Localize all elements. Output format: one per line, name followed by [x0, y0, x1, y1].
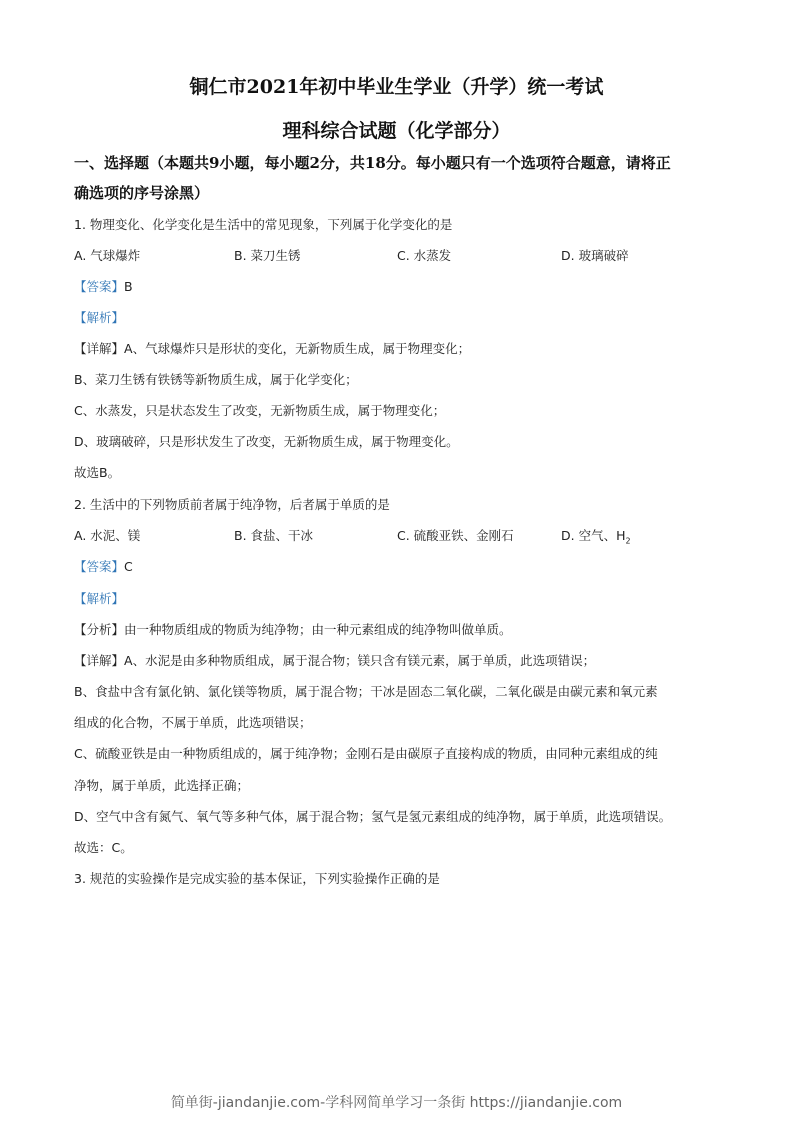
page-footer-watermark: 简单街-jiandanjie.com-学科网简单学习一条街 https://jiandanjie.com: [170, 1095, 623, 1111]
q1-option-b: B. 菜刀生锈: [234, 248, 301, 263]
answer-value: B: [124, 279, 133, 294]
answer-label: 【答案】: [74, 279, 125, 294]
fenxi-label: 【分析】: [74, 622, 125, 637]
q2-option-b: B. 食盐、干冰: [234, 528, 314, 543]
q2-detail-a: [74, 651, 595, 669]
detail-text: A、气球爆炸只是形状的变化，无新物质生成，属于物理变化；: [124, 341, 471, 356]
q3-stem: 3. 规范的实验操作是完成实验的基本保证，下列实验操作正确的是: [74, 871, 440, 886]
fenxi-text: 由一种物质组成的物质为纯净物；由一种元素组成的纯净物叫做单质。: [124, 622, 512, 637]
q2-detail-b: B、食盐中含有氯化钠、氯化镁等物质，属于混合物；干冰是固态二氧化碳，二氧化碳是由碳元素和氧元素: [74, 684, 658, 699]
q2-detail-c: C、硫酸亚铁是由一种物质组成的，属于纯净物；金刚石是由碳原子直接构成的物质，由同种元素组成的纯: [74, 746, 658, 761]
q1-analysis-label: 【解析】: [74, 310, 125, 325]
detail-text: A、水泥是由多种物质组成，属于混合物；镁只含有镁元素，属于单质，此选项错误；: [124, 653, 596, 668]
section-heading-cont: 确选项的序号涂黑）: [74, 184, 210, 202]
doc-title: 铜仁市2021年初中毕业生学业（升学）统一考试: [189, 76, 604, 98]
q2-conclusion: 故选：C。: [74, 840, 133, 855]
answer-label: 【答案】: [74, 559, 125, 574]
q1-answer: [74, 277, 133, 295]
q2-detail-c-cont: 净物，属于单质，此选择正确；: [74, 778, 250, 793]
q1-detail-b: B、菜刀生锈有铁锈等新物质生成，属于化学变化；: [74, 372, 358, 387]
q2-option-c: C. 硫酸亚铁、金刚石: [397, 528, 514, 543]
q1-option-d: D. 玻璃破碎: [561, 248, 629, 263]
q2-option-a: A. 水泥、镁: [74, 528, 141, 543]
answer-value: C: [124, 559, 133, 574]
q1-option-c: C. 水蒸发: [397, 248, 452, 263]
section-heading: 一、选择题（本题共9小题，每小题2分，共18分。每小题只有一个选项符合题意，请将正: [74, 154, 671, 172]
q1-option-a: A. 气球爆炸: [74, 248, 141, 263]
q1-detail-a: [74, 339, 470, 357]
doc-subtitle: 理科综合试题（化学部分）: [282, 120, 511, 142]
subscript: 2: [625, 536, 631, 546]
q2-analysis-label: 【解析】: [74, 591, 125, 606]
q2-stem: 2. 生活中的下列物质前者属于纯净物，后者属于单质的是: [74, 497, 390, 512]
option-d-text: D. 空气、H: [561, 528, 626, 543]
q2-option-d: [561, 526, 631, 546]
q2-fenxi: [74, 620, 512, 638]
q1-detail-c: C、水蒸发，只是状态发生了改变，无新物质生成，属于物理变化；: [74, 403, 446, 418]
q2-detail-d: D、空气中含有氮气、氧气等多种气体，属于混合物；氢气是氢元素组成的纯净物，属于单质，此选项错误。: [74, 809, 672, 824]
q1-conclusion: 故选B。: [74, 465, 121, 480]
q1-stem: 1. 物理变化、化学变化是生活中的常见现象，下列属于化学变化的是: [74, 217, 453, 232]
q1-detail-d: D、玻璃破碎，只是形状发生了改变，无新物质生成，属于物理变化。: [74, 434, 459, 449]
q2-answer: [74, 557, 133, 575]
q2-detail-b-cont: 组成的化合物，不属于单质，此选项错误；: [74, 715, 312, 730]
detail-label: 【详解】: [74, 653, 125, 668]
detail-label: 【详解】: [74, 341, 125, 356]
